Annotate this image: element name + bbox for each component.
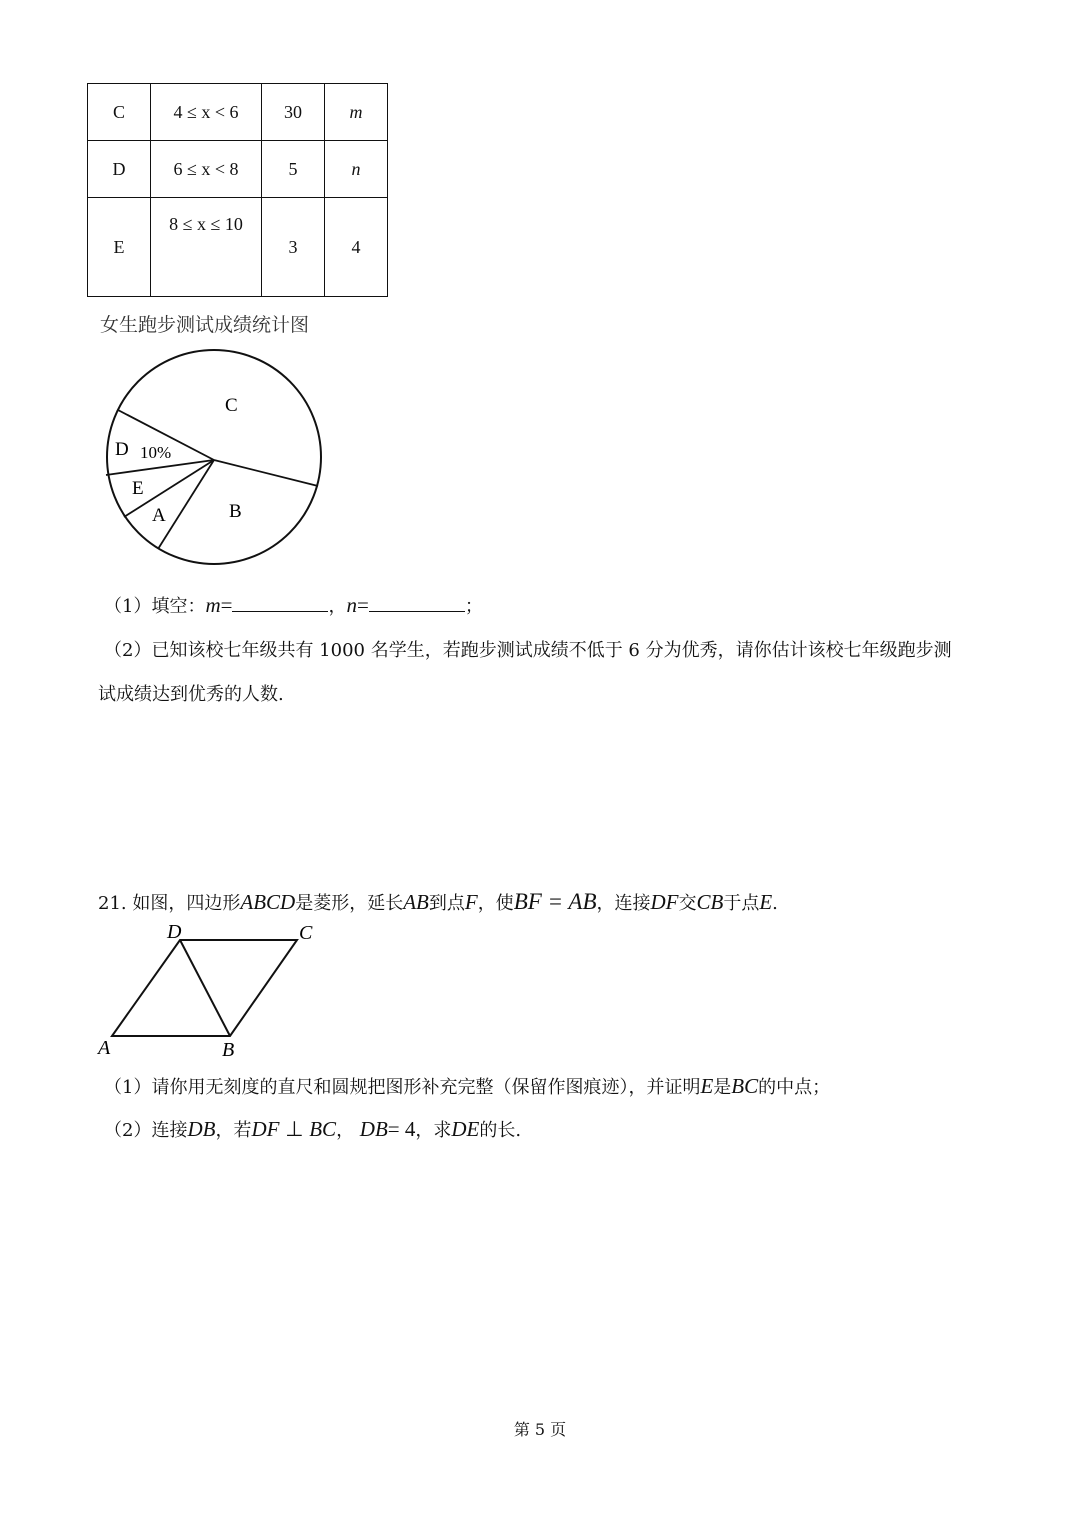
slice-label-d: D — [115, 439, 129, 460]
math-de: DE — [451, 1117, 480, 1141]
question-number: 21. — [98, 893, 127, 914]
n-variable: n — [346, 593, 357, 617]
math-f: F — [464, 890, 478, 914]
table-cell: m — [325, 84, 388, 141]
text: . — [772, 893, 778, 914]
table-cell: 4 ≤ x < 6 — [151, 84, 262, 141]
slice-label-e: E — [132, 478, 144, 499]
slice-label-b: B — [229, 501, 242, 522]
text: 的中点； — [758, 1077, 831, 1098]
q20-part2-line1: （2）已知该校七年级共有 1000 名学生，若跑步测试成绩不低于 6 分为优秀，请你估计该校七年级跑步测 — [104, 640, 952, 661]
table-row — [88, 84, 388, 141]
text: 如图，四边形 — [132, 893, 241, 914]
comma: ， — [328, 596, 347, 617]
table-cell: 8 ≤ x ≤ 10 — [151, 198, 262, 297]
math-db: DB — [187, 1117, 216, 1141]
text: 的长. — [479, 1120, 522, 1141]
vertex-label-d: D — [167, 921, 182, 943]
rhombus-figure — [92, 918, 332, 1063]
q21-part1 — [104, 1073, 830, 1099]
math-cb: CB — [696, 890, 724, 914]
q20-part1 — [104, 592, 483, 618]
vertex-label-c: C — [299, 922, 313, 944]
math-df: DF — [251, 1117, 280, 1141]
q21-part2 — [104, 1116, 521, 1142]
pie-slice-divider — [106, 460, 214, 475]
text: 于点 — [723, 893, 760, 914]
table-cell: 4 — [325, 198, 388, 297]
math-bc: BC — [731, 1074, 759, 1098]
text: 是菱形，延长 — [295, 893, 404, 914]
math-e: E — [700, 1074, 714, 1098]
answer-blank-m[interactable] — [232, 593, 328, 612]
q21-statement — [98, 889, 778, 915]
semicolon: ； — [464, 596, 483, 617]
equals: = — [356, 593, 369, 617]
table-cell: E — [88, 198, 151, 297]
table-cell: 6 ≤ x < 8 — [151, 141, 262, 198]
vertex-label-b: B — [222, 1039, 235, 1061]
math-bc: BC — [309, 1117, 337, 1141]
text: ， — [336, 1120, 355, 1141]
table-cell: 5 — [262, 141, 325, 198]
pie-chart — [100, 345, 330, 565]
math-df: DF — [650, 890, 679, 914]
slice-label-c: C — [225, 395, 238, 416]
perpendicular-symbol: ⊥ — [285, 1117, 304, 1141]
table-cell: 3 — [262, 198, 325, 297]
table-row — [88, 198, 388, 297]
math-equation: BF = AB — [513, 889, 597, 914]
table-cell: C — [88, 84, 151, 141]
table-row — [88, 141, 388, 198]
math-abcd: ABCD — [240, 890, 296, 914]
math-e: E — [759, 890, 773, 914]
q20-part2-line2: 试成绩达到优秀的人数. — [98, 684, 284, 705]
text: （1）请你用无刻度的直尺和圆规把图形补充完整（保留作图痕迹），并证明 — [104, 1077, 701, 1098]
text: ，若 — [215, 1120, 252, 1141]
pie-slice-divider — [158, 460, 214, 549]
text: ，连接 — [596, 893, 651, 914]
score-table — [87, 83, 388, 297]
text: 是 — [713, 1077, 732, 1098]
vertex-label-a: A — [98, 1037, 111, 1059]
text: （2）连接 — [104, 1120, 188, 1141]
pie-slice-divider — [214, 460, 318, 486]
diagonal-db — [180, 940, 230, 1036]
text: ，使 — [477, 893, 514, 914]
text: ，求 — [415, 1120, 452, 1141]
math-equals-four: = 4 — [387, 1117, 416, 1141]
part1-prefix: （1）填空： — [104, 596, 206, 617]
math-db: DB — [359, 1117, 388, 1141]
text: 到点 — [428, 893, 465, 914]
answer-blank-n[interactable] — [369, 593, 465, 612]
page-number: 第 5 页 — [513, 1420, 567, 1439]
math-ab: AB — [403, 890, 429, 914]
chart-title: 女生跑步测试成绩统计图 — [100, 314, 310, 336]
slice-label-a: A — [152, 505, 166, 526]
table-cell: 30 — [262, 84, 325, 141]
slice-annotation-d: 10% — [140, 443, 172, 462]
text: 交 — [678, 893, 697, 914]
m-variable: m — [205, 593, 221, 617]
equals: = — [220, 593, 233, 617]
table-cell: D — [88, 141, 151, 198]
table-cell: n — [325, 141, 388, 198]
